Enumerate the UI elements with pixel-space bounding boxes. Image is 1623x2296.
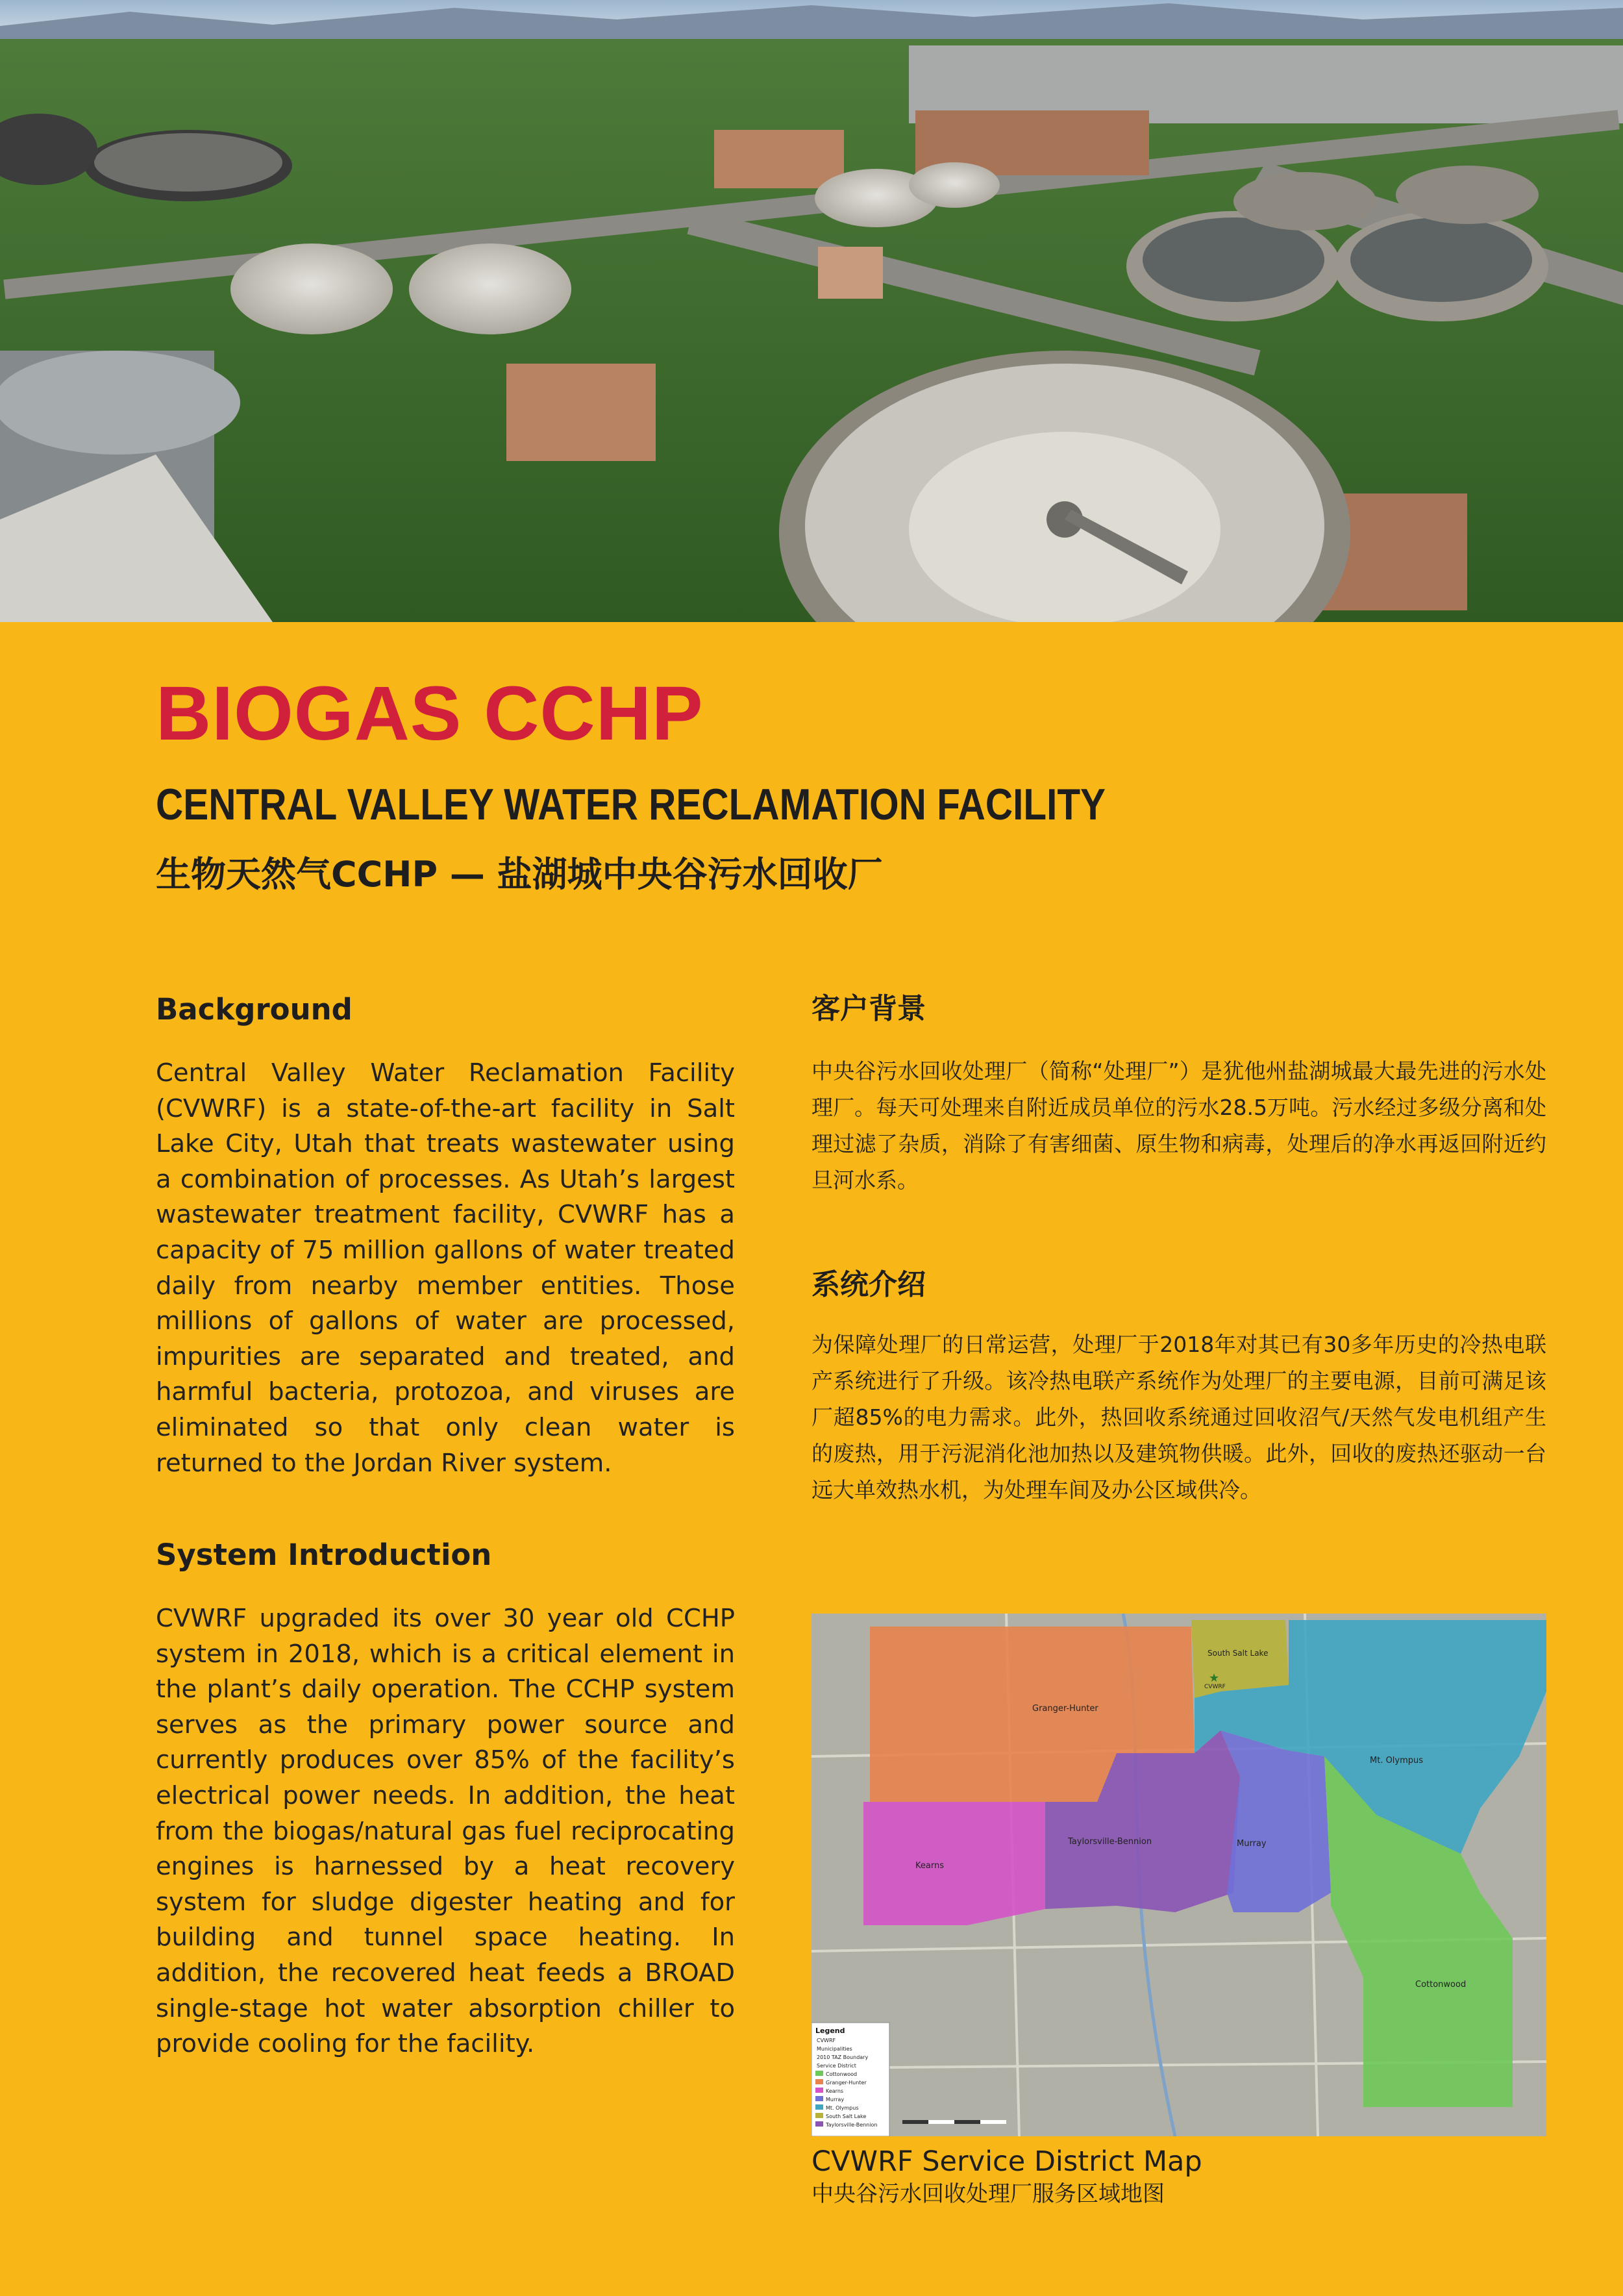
legend-item: Granger-Hunter [826, 2080, 867, 2086]
label-mt-olympus: Mt. Olympus [1370, 1756, 1424, 1766]
background-text-cn: 中央谷污水回收处理厂（简称“处理厂”）是犹他州盐湖城最大最先进的污水处理厂。每天可处理来自附近成员单位的污水28.5万吨。污水经过多级分离和处理过滤了杂质，消除了有害细菌、原生物和病毒，处理后的净水再返回附近约旦河水系。 [812, 1058, 1546, 1193]
background-heading-cn: 客户背景 [812, 992, 926, 1025]
label-south-salt-lake: South Salt Lake [1208, 1649, 1269, 1658]
system-text-cn: 为保障处理厂的日常运营，处理厂于2018年对其已有30多年历史的冷热电联产系统进行了升级。该冷热电联产系统作为处理厂的主要电源，目前可满足该厂超85%的电力需求。此外，热回收系统通过回收沼气/天然气发电机组产生的废热，用于污泥消化池加热以及建筑物供暖。此外，回收的废热还驱动一台远大单效热水机，为处理车间及办公区域供冷。 [812, 1332, 1546, 1503]
label-cvwrf: CVWRF [1204, 1684, 1226, 1690]
legend-item: Mt. Olympus [826, 2105, 859, 2111]
map-legend [812, 2023, 889, 2136]
page-title: BIOGAS CCHP [156, 671, 704, 756]
map-caption-cn: 中央谷污水回收处理厂服务区域地图 [812, 2181, 1165, 2207]
legend-item: Kearns [826, 2088, 844, 2094]
label-kearns: Kearns [915, 1861, 944, 1871]
page-subtitle-cn: 生物天然气CCHP — 盐湖城中央谷污水回收厂 [156, 854, 883, 895]
district-murray [1220, 1730, 1331, 1912]
hero-photo [0, 0, 1623, 622]
system-heading: System Introduction [156, 1538, 492, 1572]
legend-item: Murray [826, 2097, 845, 2103]
page-subtitle: CENTRAL VALLEY WATER RECLAMATION FACILITY [156, 780, 1106, 829]
background-heading: Background [156, 992, 353, 1027]
label-murray: Murray [1237, 1839, 1267, 1849]
legend-item: Cottonwood [826, 2071, 858, 2077]
label-granger: Granger-Hunter [1032, 1704, 1098, 1714]
legend-item: Taylorsville-Bennion [826, 2122, 878, 2128]
wastewater-plant-illustration [0, 0, 1623, 622]
legend-item: Service District [817, 2063, 856, 2069]
label-taylorsville: Taylorsville-Bennion [1068, 1837, 1152, 1847]
legend-item: 2010 TAZ Boundary [817, 2054, 869, 2060]
cvwrf-star-icon: ★ [1209, 1671, 1220, 1685]
system-heading-cn: 系统介绍 [812, 1268, 926, 1301]
service-district-map [812, 1614, 1546, 2136]
district-kearns [863, 1802, 1045, 1925]
legend-item: CVWRF [817, 2038, 836, 2043]
system-text: CVWRF upgraded its over 30 year old CCHP system in 2018, which is a critical element in the plant’s daily operation. The CCHP system serves as the primary power source and currently produces over 85% of the facility’s electrical power needs. In addition, the heat from the biogas/natural gas fuel reciprocating engines is harnessed by a heat recovery system for sludge digester heating and for building and tunnel space heating. In addition, the recovered heat feeds a BROAD single-stage hot water absorption chiller to provide cooling for the facility. [156, 1604, 735, 2059]
map-caption: CVWRF Service District Map [812, 2145, 1202, 2178]
svg-text:Legend: Legend [815, 2027, 845, 2035]
background-text: Central Valley Water Reclamation Facility (CVWRF) is a state-of-the-art facility in Salt Lake City, Utah that treats wastewater using a combination of processes. As Utah’s largest wastewater treatment facility, CVWRF has a capacity of 75 million gallons of water treated daily from nearby member entities. Those millions of gallons of water are processed, impurities are separated and treated, and harmful bacteria, protozoa, and viruses are eliminated so that only clean water is returned to the Jordan River system. [156, 1058, 735, 1478]
label-cottonwood: Cottonwood [1415, 1980, 1467, 1990]
map-scale-bar [902, 2120, 1006, 2124]
legend-item: Municipalities [817, 2046, 852, 2052]
legend-item: South Salt Lake [826, 2114, 867, 2119]
